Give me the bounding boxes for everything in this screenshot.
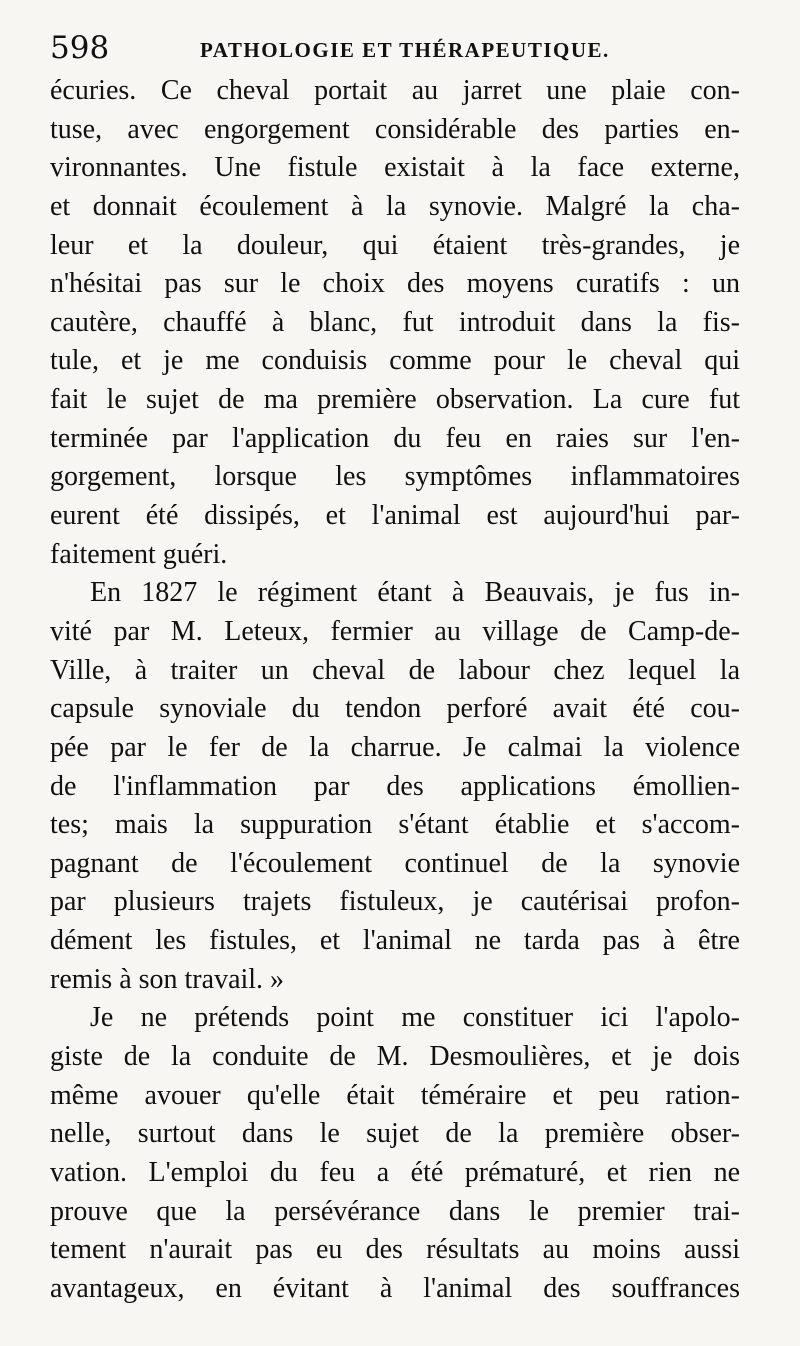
text-line: et donnait écoulement à la synovie. Malgré la cha- — [50, 190, 740, 222]
text-line: tuse, avec engorgement considérable des parties en- — [50, 113, 740, 145]
text-line: vation. L'emploi du feu a été prématuré, et rien ne — [50, 1156, 740, 1188]
text-line: prouve que la persévérance dans le premier trai- — [50, 1195, 740, 1227]
text-line: vironnantes. Une fistule existait à la face externe, — [50, 152, 740, 184]
page-header — [50, 28, 750, 68]
text-line: remis à son travail. » — [50, 963, 285, 995]
paragraph-start-line: En 1827 le régiment étant à Beauvais, je fus in- — [90, 577, 740, 609]
text-line: faitement guéri. — [50, 538, 228, 570]
text-line: par plusieurs trajets fistuleux, je cautérisai profon- — [50, 886, 740, 918]
text-line: leur et la douleur, qui étaient très-grandes, je — [50, 229, 740, 261]
page-number: 598 — [50, 30, 110, 66]
text-line: tule, et je me conduisis comme pour le cheval qui — [50, 345, 740, 377]
text-line: n'hésitai pas sur le choix des moyens curatifs : un — [50, 268, 740, 300]
text-line: eurent été dissipés, et l'animal est aujourd'hui par- — [50, 500, 740, 532]
text-line: giste de la conduite de M. Desmoulières, et je dois — [50, 1041, 740, 1073]
body-text — [50, 72, 740, 1309]
text-line: cautère, chauffé à blanc, fut introduit dans la fis- — [50, 306, 740, 338]
text-line: dément les fistules, et l'animal ne tarda pas à être — [50, 925, 740, 957]
text-line: capsule synoviale du tendon perforé avait été cou- — [50, 693, 740, 725]
text-line: de l'inflammation par des applications émollien- — [50, 770, 740, 802]
text-line: pagnant de l'écoulement continuel de la synovie — [50, 847, 740, 879]
text-line: tes; mais la suppuration s'étant établie et s'accom- — [50, 809, 740, 841]
text-line: Ville, à traiter un cheval de labour chez lequel la — [50, 654, 740, 686]
text-line: tement n'aurait pas eu des résultats au moins aussi — [50, 1234, 740, 1266]
text-line: fait le sujet de ma première observation. La cure fut — [50, 384, 740, 416]
text-line: avantageux, en évitant à l'animal des souffrances — [50, 1272, 740, 1304]
text-line: nelle, surtout dans le sujet de la première obser- — [50, 1118, 740, 1150]
text-line: pée par le fer de la charrue. Je calmai la violence — [50, 731, 740, 763]
text-line: terminée par l'application du feu en raies sur l'en- — [50, 422, 740, 454]
text-line: écuries. Ce cheval portait au jarret une plaie con- — [50, 75, 740, 106]
running-head: PATHOLOGIE ET THÉRAPEUTIQUE. — [200, 38, 610, 62]
text-line: vité par M. Leteux, fermier au village de Camp-de- — [50, 615, 740, 647]
text-line: gorgement, lorsque les symptômes inflammatoires — [50, 461, 740, 493]
text-line: même avouer qu'elle était téméraire et peu ration- — [50, 1079, 740, 1111]
paragraph-start-line: Je ne prétends point me constituer ici l'apolo- — [90, 1002, 740, 1034]
